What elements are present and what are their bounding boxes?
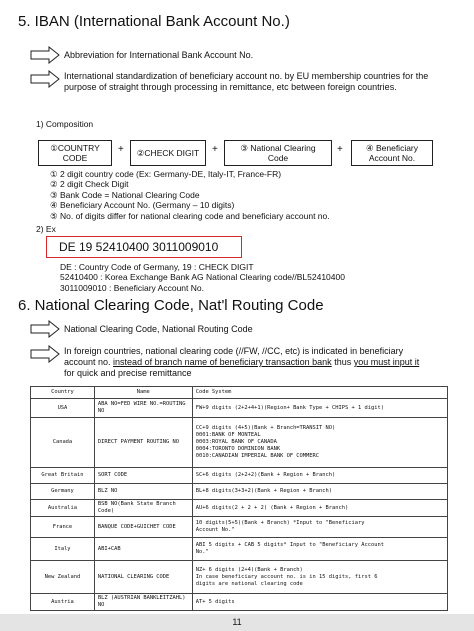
- routing-note-line2: [64, 357, 419, 368]
- page-number: 11: [0, 614, 474, 631]
- list-item: ⑤ No. of digits differ for national clearing code and beneficiary account no.: [50, 210, 330, 221]
- code-cell: ABI 5 digits + CAB 5 digits* Input to "Beneficiary Account No.": [192, 538, 447, 561]
- code-cell: NZ+ 6 digits (2+4)(Bank + Branch) In case beneficiary account no. is in 15 digits, first 6 digits are national clearing code: [192, 561, 447, 594]
- country-cell: France: [31, 517, 95, 538]
- example-note: 3011009010 : Beneficiary Account No.: [60, 282, 204, 293]
- plus-sign: +: [337, 144, 343, 155]
- list-item: ① 2 digit country code (Ex: Germany-DE, Italy-IT, France-FR): [50, 169, 282, 179]
- table-row: [31, 468, 448, 484]
- table-row: [31, 594, 448, 611]
- table-row: [31, 418, 448, 468]
- list-item: ③ Bank Code = National Clearing Code: [50, 189, 200, 200]
- arrow-icon: [30, 46, 60, 64]
- table-row: [31, 500, 448, 517]
- plus-sign: +: [212, 144, 218, 155]
- name-cell: BSB NO(Bank State Branch Code): [94, 500, 192, 517]
- table-row: [31, 538, 448, 561]
- iban-heading: 5. IBAN (International Bank Account No.): [18, 13, 290, 30]
- code-cell: AU+6 digits(2 + 2 + 2) (Bank + Region + Branch): [192, 500, 447, 517]
- list-item: ④ Beneficiary Account No. (Germany – 10 digits): [50, 200, 235, 211]
- routing-note-title: National Clearing Code, National Routing Code: [64, 324, 253, 334]
- name-cell: BLZ (AUSTRIAN BANKLEITZAHL) NO: [94, 594, 192, 611]
- name-cell: DIRECT PAYMENT ROUTING NO: [94, 418, 192, 468]
- table-row: [31, 484, 448, 500]
- country-cell: Great Britain: [31, 468, 95, 484]
- composition-box-account-no: ④ Beneficiary Account No.: [351, 140, 433, 166]
- name-cell: BANQUE CODE+GUICHET CODE: [94, 517, 192, 538]
- name-cell: SORT CODE: [94, 468, 192, 484]
- country-cell: New Zealand: [31, 561, 95, 594]
- code-cell: CC+9 digits (4+5)(Bank + Branch=TRANSIT NO) 0001:BANK OF MONTEAL 0003:ROYAL BANK OF CANADA 0004:TORONTO DOMINION BANK 0010:CANADIAN IMPERIAL BANK OF COMMERC: [192, 418, 447, 468]
- iban-note-abbreviation: Abbreviation for International Bank Account No.: [64, 50, 254, 60]
- country-cell: USA: [31, 399, 95, 418]
- example-notes: [60, 262, 345, 293]
- example-iban-box: DE 19 52410400 3011009010: [46, 236, 242, 258]
- composition-list: [50, 169, 330, 221]
- code-cell: BL+8 digits(3+3+2)(Bank + Region + Branch): [192, 484, 447, 500]
- table-row: [31, 399, 448, 418]
- code-cell: AT+ 5 digits: [192, 594, 447, 611]
- name-cell: NATIONAL CLEARING CODE: [94, 561, 192, 594]
- routing-heading: 6. National Clearing Code, Nat'l Routing Code: [18, 297, 324, 314]
- list-item: ② 2 digit Check Digit: [50, 179, 129, 190]
- table-row: [31, 561, 448, 594]
- column-header: Country: [31, 387, 95, 399]
- table-header-row: [31, 387, 448, 399]
- example-note: DE : Country Code of Germany, 19 : CHECK DIGIT: [60, 262, 254, 272]
- example-label: 2) Ex: [36, 224, 56, 234]
- code-cell: SC+6 digits (2+2+2)(Bank + Region + Branch): [192, 468, 447, 484]
- arrow-icon: [30, 345, 60, 363]
- composition-box-country-code: ①COUNTRY CODE: [38, 140, 112, 166]
- country-cell: Canada: [31, 418, 95, 468]
- name-cell: ABI+CAB: [94, 538, 192, 561]
- composition-box-check-digit: ②CHECK DIGIT: [130, 140, 206, 166]
- arrow-icon: [30, 320, 60, 338]
- arrow-icon: [30, 70, 60, 88]
- composition-label: 1) Composition: [36, 119, 94, 129]
- routing-note-line1: In foreign countries, national clearing code (//FW, //CC, etc) is indicated in beneficiary: [64, 346, 404, 356]
- country-cell: Italy: [31, 538, 95, 561]
- name-cell: BLZ NO: [94, 484, 192, 500]
- plus-sign: +: [118, 144, 124, 155]
- example-note: 52410400 : Korea Exchange Bank AG National Clearing code//BL52410400: [60, 272, 345, 283]
- routing-note-line3: for quick and precise remittance: [64, 368, 192, 378]
- composition-box-clearing-code: ③ National Clearing Code: [224, 140, 332, 166]
- iban-note-definition-line1: International standardization of beneficiary account no. by EU membership countries for the: [64, 71, 429, 81]
- routing-note-text: account no.: [64, 357, 114, 367]
- routing-note-emphasis: instead of branch name of beneficiary transaction bank: [113, 357, 332, 367]
- column-header: Code System: [192, 387, 447, 399]
- column-header: Name: [94, 387, 192, 399]
- table-row: [31, 517, 448, 538]
- country-cell: Austria: [31, 594, 95, 611]
- routing-note-emphasis: you must input it: [353, 357, 420, 367]
- country-cell: Germany: [31, 484, 95, 500]
- iban-note-definition-line2: purpose of straight through processing in remittance, etc between foreign countries.: [64, 82, 397, 92]
- name-cell: ABA NO=FED WIRE NO.=ROUTING NO: [94, 399, 192, 418]
- country-cell: Australia: [31, 500, 95, 517]
- routing-code-table: [30, 386, 448, 611]
- routing-note-text: thus: [331, 357, 354, 367]
- code-cell: FW+9 digits (2+2+4+1)(Region+ Bank Type + CHIPS + 1 digit): [192, 399, 447, 418]
- code-cell: 10 digits(5+5)(Bank + Branch) *Input to "Beneficiary Account No.": [192, 517, 447, 538]
